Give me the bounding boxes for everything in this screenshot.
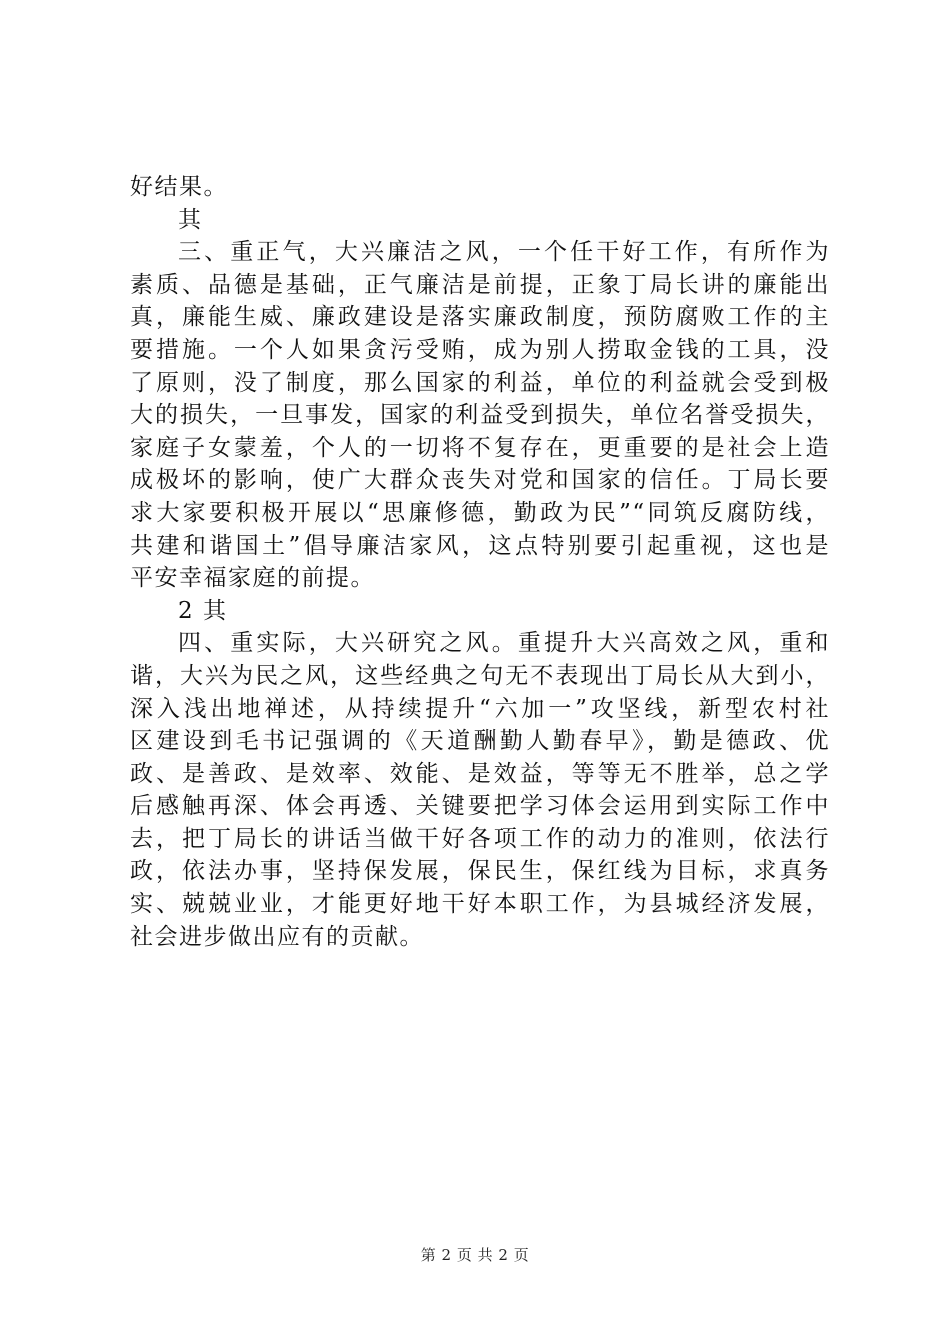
- text-line: 其: [178, 206, 203, 233]
- text-line: 要措施。一个人如果贪污受贿，成为别人捞取金钱的工具，没: [130, 336, 830, 363]
- text-line: 家庭子女蒙羞，个人的一切将不复存在，更重要的是社会上造: [130, 434, 830, 461]
- text-line: 谐，大兴为民之风，这些经典之句无不表现出丁局长从大到小，: [130, 662, 830, 689]
- document-body: [130, 171, 830, 953]
- text-line: 平安幸福家庭的前提。: [130, 565, 375, 592]
- text-line: 共建和谐国土”倡导廉洁家风，这点特别要引起重视，这也是: [130, 532, 830, 559]
- text-line: 好结果。: [130, 174, 228, 200]
- paragraph-heading-line: 四、重实际，大兴研究之风。重提升大兴高效之风，重和: [178, 630, 830, 657]
- text-line: 去，把丁局长的讲话当做干好各项工作的动力的准则，依法行: [130, 825, 830, 852]
- text-line: 政，依法办事，坚持保发展，保民生，保红线为目标，求真务: [130, 858, 830, 885]
- text-line: 求大家要积极开展以“思廉修德，勤政为民”“同筑反腐防线，: [130, 499, 830, 526]
- text-line: 大的损失，一旦事发，国家的利益受到损失，单位名誉受损失，: [130, 402, 830, 429]
- text-line: 成极坏的影响，使广大群众丧失对党和国家的信任。丁局长要: [130, 467, 830, 494]
- text-line: 了原则，没了制度，那么国家的利益，单位的利益就会受到极: [130, 369, 830, 396]
- text-line: 社会进步做出应有的贡献。: [130, 923, 424, 950]
- text-line: 实、兢兢业业，才能更好地干好本职工作，为县城经济发展，: [130, 891, 830, 918]
- text-line: 2 其: [178, 597, 228, 624]
- text-line: 深入浅出地禅述，从持续提升“六加一”攻坚线，新型农村社: [130, 695, 830, 722]
- text-line: 区建设到毛书记强调的《天道酬勤人勤春早》，勤是德政、优: [130, 728, 830, 755]
- text-line: 政、是善政、是效率、效能、是效益，等等无不胜举，总之学: [130, 760, 830, 787]
- page-footer: 第 2 页 共 2 页: [420, 1246, 530, 1264]
- text-line: 素质、品德是基础，正气廉洁是前提，正象丁局长讲的廉能出: [130, 271, 830, 298]
- paragraph-heading-line: 三、重正气，大兴廉洁之风，一个任干好工作，有所作为: [178, 239, 830, 266]
- text-line: 后感触再深、体会再透、关键要把学习体会运用到实际工作中: [130, 793, 830, 820]
- text-line: 真，廉能生威、廉政建设是落实廉政制度，预防腐败工作的主: [130, 304, 830, 331]
